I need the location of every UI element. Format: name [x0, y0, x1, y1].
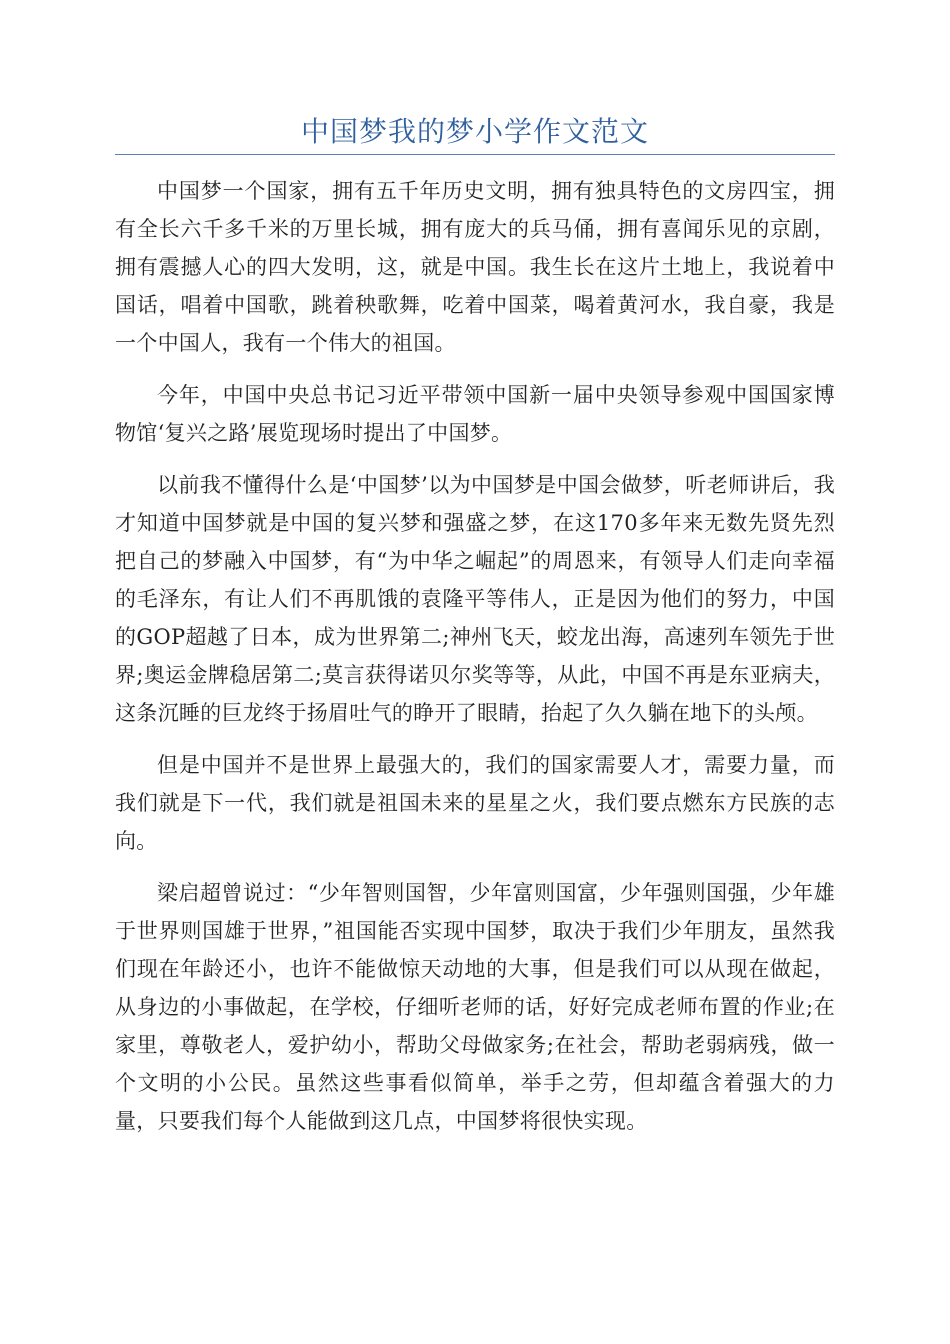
paragraph-4: 但是中国并不是世界上最强大的，我们的国家需要人才，需要力量，而我们就是下一代，我们就是祖国未来的星星之火，我们要点燃东方民族的志向。 — [115, 753, 835, 853]
document-title: 中国梦我的梦小学作文范文 — [300, 115, 649, 148]
document-body — [115, 172, 835, 1154]
paragraph-5: 梁启超曾说过：“少年智则国智，少年富则国富，少年强则国强，少年雄于世界则国雄于世界，”祖国能否实现中国梦，取决于我们少年朋友，虽然我们现在年龄还小，也许不能做惊天动地的大事，但是我们可以从现在做起，从身边的小事做起，在学校，仔细听老师的话，好好完成老师布置的作业;在家里，尊敬老人，爱护幼小，帮助父母做家务;在社会，帮助老弱病残，做一个文明的小公民。虽然这些事看似简单，举手之劳，但却蕴含着强大的力量，只要我们每个人能做到这几点，中国梦将很快实现。 — [115, 881, 835, 1133]
paragraph-3: 以前我不懂得什么是‘中国梦’以为中国梦是中国会做梦，听老师讲后，我才知道中国梦就是中国的复兴梦和强盛之梦，在这170多年来无数先贤先烈把自己的梦融入中国梦，有“为中华之崛起”的周恩来，有领导人们走向幸福的毛泽东，有让人们不再肌饿的袁隆平等伟人，正是因为他们的努力，中国的GOP超越了日本，成为世界第二;神州飞天，蛟龙出海，高速列车领先于世界;奥运金牌稳居第二;莫言获得诺贝尔奖等等，从此，中国不再是东亚病夫，这条沉睡的巨龙终于扬眉吐气的睁开了眼睛，抬起了久久躺在地下的头颅。 — [115, 473, 835, 725]
paragraph-1: 中国梦一个国家，拥有五千年历史文明，拥有独具特色的文房四宝，拥有全长六千多千米的万里长城，拥有庞大的兵马俑，拥有喜闻乐见的京剧，拥有震撼人心的四大发明，这，就是中国。我生长在这片土地上，我说着中国话，唱着中国歌，跳着秧歌舞，吃着中国菜，喝着黄河水，我自豪，我是一个中国人，我有一个伟大的祖国。 — [115, 179, 835, 355]
paragraph-2: 今年，中国中央总书记习近平带领中国新一届中央领导参观中国国家博物馆‘复兴之路’展览现场时提出了中国梦。 — [115, 383, 835, 445]
title-underline — [115, 154, 835, 155]
